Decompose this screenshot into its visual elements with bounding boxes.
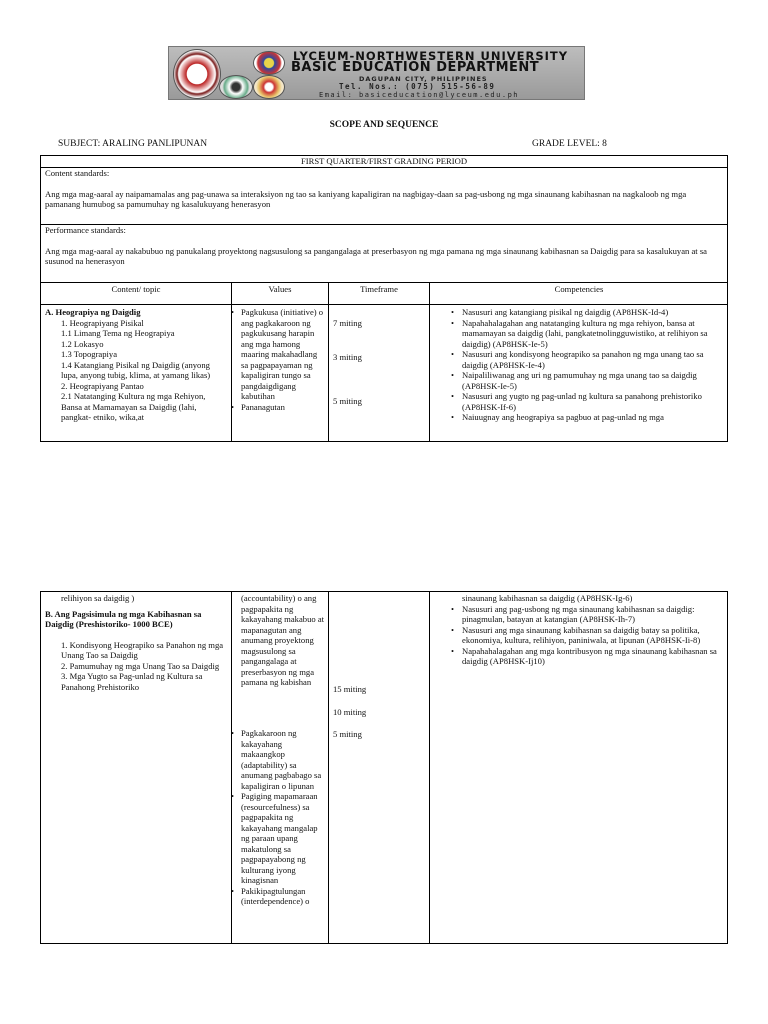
competency-item: • Nasusuri ang katangiang pisikal ng daigdig (AP8HSK-Id-4) (451, 307, 725, 318)
timeframe-value: 5 miting (333, 396, 362, 406)
college-seal-icon (253, 51, 285, 75)
document-title: SCOPE AND SEQUENCE (329, 120, 439, 130)
values-cell (241, 593, 325, 688)
competency-item: • Naiuugnay ang heograpiya sa pagbuo at pag-unlad ng mga (451, 412, 725, 423)
competency-item: • Nasusuri ang kondisyong heograpiko sa panahon ng mga unang tao sa daigdig (AP8HSK-Ie-4) (451, 349, 725, 370)
column-header-values: Values (268, 284, 292, 294)
university-banner (168, 46, 585, 100)
scope-table-page2 (40, 591, 728, 944)
value-item: • Pagkukusa (initiative) o ang pagkakaroon ng pagkukusang harapin ang mga hamong maaring makahadlang sa pagpapayaman ng kapaligiran tungo sa pangdaigdigang kabutihan (231, 307, 325, 402)
topic-line: 1.3 Topograpiya (61, 349, 118, 359)
competencies-cell (451, 307, 725, 423)
topic-heading-a: A. Heograpiya ng Daigdig (45, 307, 141, 317)
quarter-header: FIRST QUARTER/FIRST GRADING PERIOD (300, 156, 468, 166)
value-item: • Pananagutan (231, 402, 325, 413)
value-item: • Pagiging mapamaraan (resourcefulness) sa pagpapakita ng kakayahang mangalap ng paraan upang makatulong sa pagpapayabong ng kulturang iyong kinagisnan (231, 791, 325, 886)
timeframe-value: 15 miting (333, 684, 367, 694)
scope-table-page1 (40, 155, 728, 442)
topic-line: 2. Pamumuhay ng mga Unang Tao sa Daigdig (61, 660, 220, 671)
values-cell (231, 307, 325, 412)
university-seal-icon (173, 49, 221, 99)
competency-item: • Napahahalagahan ang mga kontribusyon ng mga sinaunang kabihasnan sa daigdig (AP8HSK-Ij10) (451, 646, 725, 667)
content-topic-cell (45, 307, 227, 423)
timeframe-value: 10 miting (333, 707, 367, 717)
school-seal-icon (253, 75, 285, 99)
content-standards-block (45, 168, 723, 210)
topic-line: 2.1 Natatanging Kultura ng mga Rehiyon, Bansa at Mamamayan sa Daigdig (lahi, pangkat- etniko, wika,at (61, 391, 206, 422)
column-header-content: Content/ topic (111, 284, 161, 294)
timeframe-value: 7 miting (333, 318, 362, 328)
values-cell-list (231, 728, 325, 907)
competency-item-continued: sinaunang kabihasnan sa daigdig (AP8HSK-Ig-6) (462, 593, 633, 603)
value-item-continued: (accountability) o ang pagpapakita ng kakayahang makabuo at mapanagutan ang anumang proyektong magsusulong sa pangangalaga at preserbasyon ng mga pamana ng kabishan (241, 593, 325, 687)
competency-item: • Nasusuri ang mga sinaunang kabihasnan sa daigdig batay sa politika, ekonomiya, kultura, relihiyon, paniniwala, at lipunan (AP8HSK-Ii-8) (451, 625, 725, 646)
banner-phone: Tel. Nos.: (075) 515-56-89 (339, 82, 496, 91)
column-header-competencies: Competencies (554, 284, 604, 294)
value-item: • Pagkakaroon ng kakayahang makaangkop (adaptability) sa anumang pagbabago sa kapaligiran o lipunan (231, 728, 325, 791)
banner-city: DAGUPAN CITY, PHILIPPINES (359, 75, 488, 83)
topic-line: 1. Kondisyong Heograpiko sa Panahon ng mga Unang Tao sa Daigdig (61, 639, 224, 660)
competency-item: • Napahahalagahan ang natatanging kultura ng mga rehiyon, bansa at mamamayan sa daigdig (lahi, pangkatetnolingguwistiko, at relihiyon sa daigdig) (AP8HSK-Ie-5) (451, 318, 725, 350)
value-item: • Pakikipagtulungan (interdependence) o (231, 886, 325, 907)
topic-line: 1.4 Katangiang Pisikal ng Daigdig (anyong lupa, anyong tubig, klima, at yamang likas) (61, 359, 211, 380)
competencies-cell (451, 593, 725, 667)
banner-university-name: LYCEUM-NORTHWESTERN UNIVERSITY (293, 49, 569, 63)
topic-line: 1.1 Limang Tema ng Heograpiya (61, 328, 175, 338)
topic-line: 1. Heograpiyang Pisikal (61, 317, 144, 328)
competency-item: • Nasusuri ang yugto ng pag-unlad ng kultura sa panahong prehistoriko (AP8HSK-If-6) (451, 391, 725, 412)
competency-item: • Naipaliliwanag ang uri ng pamumuhay ng mga unang tao sa daigdig (AP8HSK-Ie-5) (451, 370, 725, 391)
timeframe-value: 3 miting (333, 352, 362, 362)
competency-item: • Nasusuri ang pag-usbong ng mga sinaunang kabihasnan sa daigdig: pinagmulan, batayan at katangian (AP8HSK-Ih-7) (451, 604, 725, 625)
content-standards-text: Ang mga mag-aaral ay naipamamalas ang pag-unawa sa interaksiyon ng tao sa kaniyang kapaligiran na nagbigay-daan sa pag-usbong ng mga sinaunang kabihasnan na nagkaloob ng mga pamanang humubog sa pamumuhay ng kasalukuyang henerasyon (45, 188, 687, 209)
topic-heading-b: B. Ang Pagsisimula ng mga Kabihasnan sa Daigdig (Preshistoriko- 1000 BCE) (45, 608, 202, 629)
content-standards-label: Content standards: (45, 168, 110, 178)
topic-line: relihiyon sa daigdig ) (61, 593, 135, 603)
banner-email: Email: basiceducation@lyceum.edu.ph (319, 91, 520, 99)
performance-standards-block (45, 225, 723, 267)
topic-line: 2. Heograpiyang Pantao (61, 380, 144, 391)
subject-label: SUBJECT: ARALING PANLIPUNAN (58, 139, 208, 149)
performance-standards-text: Ang mga mag-aaral ay nakabubuo ng panukalang proyektong nagsusulong sa pangangalaga at preserbasyon ng mga pamana ng mga sinaunang kabihasnan sa Daigdig para sa kasalukuyan at sa susunod na henerasyon (45, 245, 707, 266)
department-seal-icon (219, 75, 253, 99)
grade-level-label: GRADE LEVEL: 8 (532, 139, 607, 149)
banner-department-name: BASIC EDUCATION DEPARTMENT (291, 60, 540, 75)
column-header-timeframe: Timeframe (360, 284, 398, 294)
content-topic-cell (45, 593, 227, 692)
performance-standards-label: Performance standards: (45, 225, 126, 235)
timeframe-value: 5 miting (333, 729, 362, 739)
topic-line: 3. Mga Yugto sa Pag-unlad ng Kultura sa Panahong Prehistoriko (61, 671, 203, 692)
topic-line: 1.2 Lokasyo (61, 338, 104, 349)
